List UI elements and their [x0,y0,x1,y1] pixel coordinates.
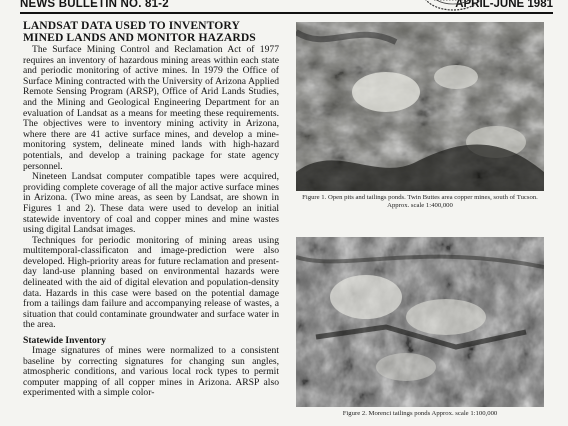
section-subheading: Statewide Inventory [23,335,106,347]
figure-2-caption: Figure 2. Morenci tailings ponds Approx. scale 1:100,000 [342,410,498,417]
bulletin-date: APRIL-JUNE 1981 [455,0,553,10]
figure-1-satellite-image [296,22,544,191]
figure-2-satellite-image [296,237,544,407]
article-title: LANDSAT DATA USED TO INVENTORY MINED LANDS AND MONITOR HAZARDS [23,19,256,44]
article-paragraph: The Surface Mining Control and Reclamation Act of 1977 requires an inventory of hazardous mining areas within each state and periodic monitoring of active mines. In 1979 the Office of Surface Mining contracted with the University of Arizona Applied Remote Sensing Program (ARSP), Office of Arid Lands Studies, and the Mining and Geological Engineering Department for an evaluation of Landsat as a means for meeting these requirements. The objectives were to inventory mining activity in Arizona, where there are 41 active surface mines, and develop a mine-monitoring system, delineate mined lands with high-hazard potentials, and develop a training package for state agency personnel. [23,44,279,172]
header-rule [20,12,553,14]
article-paragraph: Nineteen Landsat computer compatible tapes were acquired, providing complete coverage of all the major active surface mines in Arizona. (Two mine areas, as seen by Landsat, are shown in Figures 1 and 2). These data were used to develop an initial statewide inventory of coal and copper mines and mine wastes using digital Landsat images. [23,171,279,236]
bulletin-number: NEWS BULLETIN NO. 81-2 [20,0,169,10]
figure-1-caption: Figure 1. Open pits and tailings ponds. Twin Buttes area copper mines, south of Tucson. Approx. scale 1:400,000 [302,194,538,209]
article-column [23,20,279,399]
article-paragraph: Image signatures of mines were normalized to a consistent baseline by correcting signatures for changing sun angles, atmospheric conditions, and various local rock types to permit computer mapping of all copper mines in Arizona. ARSP also experimented with a simple color- [23,345,279,399]
library-stamp-icon [418,0,488,12]
article-paragraph: Techniques for periodic monitoring of mining areas using multitemporal-classificaton and image-prediction were also developed. High-priority areas for future reclamation and present-day land-use planning based on environmental hazards were delineated with the aid of digital elevation and population-density data. Hazards in this case were based on the potential damage from a tailings dam failure and accompanying release of wastes, a situation that could contaminate groundwater and surface water in the area. [23,234,279,331]
